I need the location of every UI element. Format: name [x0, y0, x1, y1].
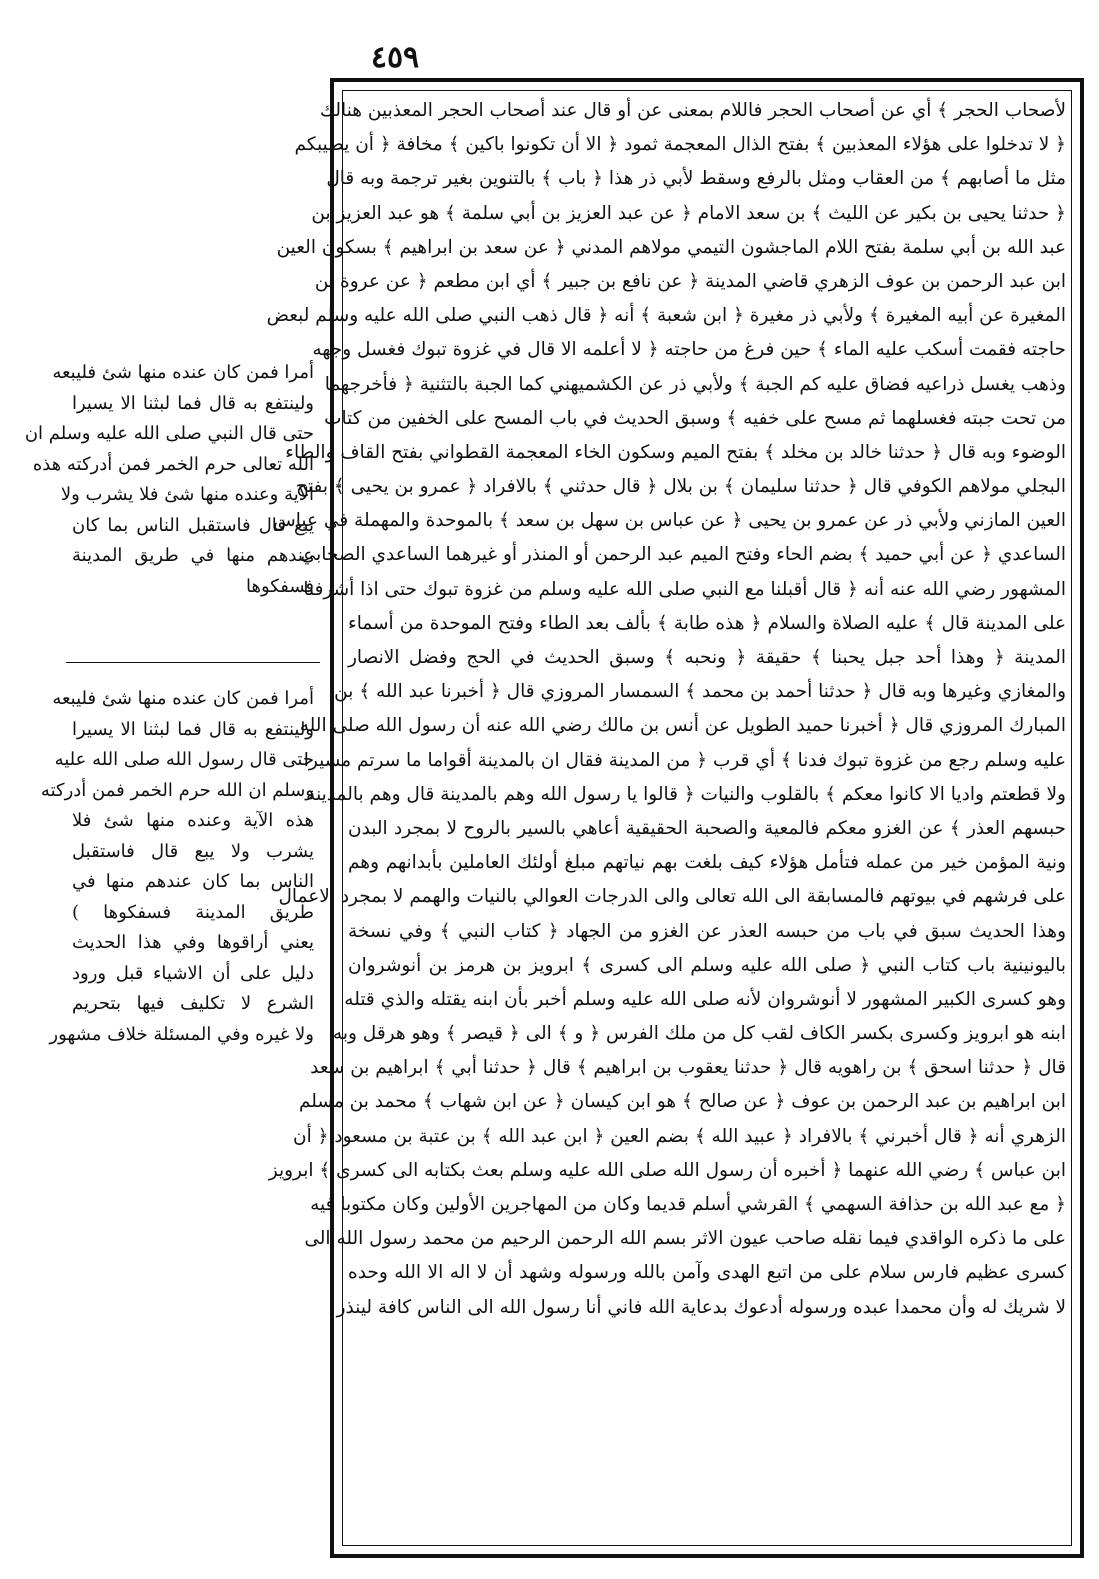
text-line: على ما ذكره الواقدي فيما نقله صاحب عيون الاثر بسم الله الرحمن الرحيم من محمد رسول الله الى — [304, 1228, 1066, 1250]
text-line: ابن ابراهيم بن عبد الرحمن بن عوف ﴿ عن صالح ﴾ هو ابن كيسان ﴿ عن ابن شهاب ﴾ محمد بن مسلم — [298, 1091, 1066, 1113]
text-line: حبسهم العذر ﴾ عن الغزو معكم فالمعية والصحبة الحقيقية أعاهي بالسير بالروح لا بمجرد البدن — [348, 817, 1066, 839]
text-line: ولا قطعتم واديا الا كانوا معكم ﴾ بالقلوب والنيات ﴿ قالوا يا رسول الله وهم بالمدينة قال وهم بالمدينة — [306, 783, 1066, 805]
margin-note-line: ولا غيره وفي المسئلة خلاف مشهور — [49, 1023, 314, 1045]
margin-note-line: أمرا فمن كان عنده منها شئ فليبعه — [52, 362, 314, 383]
text-line: ابن عباس ﴾ رضي الله عنهما ﴿ أخبره أن رسول الله صلى الله عليه وسلم بعث بكتابه الى كسرى ﴾ ابرويز — [268, 1159, 1066, 1181]
text-line: لأصحاب الحجر ﴾ أي عن أصحاب الحجر فاللام بمعنى عن أو قال عند أصحاب الحجر المعذبين هنالك — [319, 100, 1066, 121]
margin-note-line: حتى قال رسول الله صلى الله عليه — [54, 749, 314, 770]
text-line: المغيرة عن أبيه المغيرة ﴾ ولأبي ذر مغيرة ﴿ ابن شعبة ﴾ أنه ﴿ قال ذهب النبي صلى الله عليه وسلم لبعض — [266, 305, 1066, 327]
text-line: وذهب يغسل ذراعيه فضاق عليه كم الجبة ﴾ ولأبي ذر عن الكشميهني كما الجبة بالتثنية ﴿ فأخرجهما — [324, 373, 1066, 395]
text-line: ونية المؤمن خير من عمله فتأمل هؤلاء كيف بلغت بهم نياتهم مبلغ أولئك العاملين بأبدانهم وهم — [348, 852, 1066, 874]
margin-note-line: يعني أراقوها وفي هذا الحديث — [72, 932, 314, 953]
text-line: الوضوء وبه قال ﴿ حدثنا خالد بن مخلد ﴾ بفتح الميم وسكون الخاء المعجمة القطواني بفتح القاف والطاء — [285, 441, 1066, 463]
text-line: الزهري أنه ﴿ قال أخبرني ﴾ بالافراد ﴿ عبيد الله ﴾ بضم العين ﴿ ابن عبد الله ﴾ بن عتبة بن مسعود ﴿ أن — [293, 1125, 1066, 1147]
page-number: ٤٥٩ — [370, 40, 420, 75]
text-line: ﴿ حدثنا يحيى بن بكير عن الليث ﴾ بن سعد الامام ﴿ عن عبد العزيز بن أبي سلمة ﴾ هو عبد العزيز بن — [311, 202, 1066, 224]
margin-note-line: ولينتفع به قال فما لبثنا الا يسيرا — [72, 718, 314, 740]
margin-note-line: أمرا فمن كان عنده منها شئ فليبعه — [52, 688, 314, 709]
margin-note-upper — [24, 358, 314, 602]
text-line: عليه وسلم رجع من غزوة تبوك فدنا ﴾ أي قرب ﴿ من المدينة فقال ان بالمدينة أقواما ما سرتم مسيرا — [303, 749, 1066, 771]
margin-note-line: يبع قال فاستقبل الناس بما كان — [72, 514, 314, 536]
margin-note-line: دليل على أن الاشياء قبل ورود — [72, 962, 314, 984]
text-line: لا شريك له وأن محمدا عبده ورسوله أدعوك بدعاية الله فاني أنا رسول الله الى الناس كافة لينذر — [336, 1296, 1066, 1318]
text-line: مثل ما أصابهم ﴾ من العقاب ومثل بالرفع وسقط لأبي ذر هذا ﴿ باب ﴾ بالتنوين بغير ترجمة وبه قال — [326, 168, 1066, 190]
margin-note-line: الناس بما كان عندهم منها في — [72, 871, 314, 892]
margin-note-line: الشرع لا تكليف فيها بتحريم — [72, 993, 314, 1014]
margin-note-line: فسفكوها — [246, 575, 314, 597]
text-line: من تحت جبته فغسلهما ثم مسح على خفيه ﴾ وسبق الحديث في باب المسح على الخفين من كتاب — [324, 407, 1066, 429]
text-line: على المدينة قال ﴾ عليه الصلاة والسلام ﴿ هذه طابة ﴾ بألف بعد الطاء وفتح الموحدة من أسماء — [348, 612, 1066, 634]
text-line: الساعدي ﴿ عن أبي حميد ﴾ بضم الحاء وفتح الميم عبد الرحمن أو المنذر أو غيرهما الساعدي الصحابي — [300, 544, 1066, 566]
text-line: البجلي مولاهم الكوفي قال ﴿ حدثنا سليمان ﴾ بن بلال ﴿ قال حدثني ﴾ بالافراد ﴿ عمرو بن يحيى ﴾ بفتح — [295, 476, 1066, 498]
text-line: المدينة ﴿ وهذا أحد جبل يحبنا ﴾ حقيقة ﴿ ونحبه ﴾ وسبق الحديث في الحج وفضل الانصار — [348, 647, 1066, 668]
text-line: ابن عبد الرحمن بن عوف الزهري قاضي المدينة ﴿ عن نافع بن جبير ﴾ أي ابن مطعم ﴿ عن عروة بن — [314, 270, 1066, 292]
text-line: وهذا الحديث سبق في باب من حبسه العذر عن الغزو من الجهاد ﴿ كتاب النبي ﴾ وفي نسخة — [348, 920, 1066, 942]
margin-note-line: طريق المدينة فسفكوها ) — [72, 901, 314, 923]
margin-note-lower — [40, 684, 314, 1050]
text-line: ﴿ لا تدخلوا على هؤلاء المعذبين ﴾ بفتح الذال المعجمة ثمود ﴿ الا أن تكونوا باكين ﴾ مخافة ﴿ أن يصيبكم — [294, 134, 1066, 156]
text-line: وهو كسرى الكبير المشهور لا أنوشروان لأنه صلى الله عليه وسلم أخبر بأن ابنه يقتله والذي قتله — [344, 988, 1066, 1010]
text-line: المشهور رضي الله عنه أنه ﴿ قال أقبلنا مع النبي صلى الله عليه وسلم من غزوة تبوك حتى اذا أشرفنا — [303, 578, 1066, 600]
text-line: باليونينية باب كتاب النبي ﴿ صلى الله عليه وسلم الى كسرى ﴾ ابرويز بن هرمز بن أنوشروان — [348, 954, 1066, 976]
text-line: ﴿ مع عبد الله بن حذافة السهمي ﴾ القرشي أسلم قديما وكان من المهاجرين الأولين وكان مكتوبا فيه — [310, 1194, 1066, 1215]
text-line: العين المازني ولأبي ذر عن عمرو بن يحيى ﴿ عن عباس بن سهل بن سعد ﴾ بالموحدة والمهملة في عباس — [273, 510, 1066, 532]
text-line: ابنه هو ابرويز وكسرى بكسر الكاف لقب كل من ملك الفرس ﴿ و ﴾ الى ﴿ قيصر ﴾ وهو هرقل وبه — [332, 1023, 1066, 1045]
margin-note-line: الله تعالى حرم الخمر فمن أدركته هذه — [32, 453, 314, 475]
text-line: والمغازي وغيرها وبه قال ﴿ حدثنا أحمد بن محمد ﴾ السمسار المروزي قال ﴿ أخبرنا عبد الله ﴾ بن — [334, 681, 1066, 703]
text-line: قال ﴿ حدثنا اسحق ﴾ بن راهويه قال ﴿ حدثنا يعقوب بن ابراهيم ﴾ قال ﴿ حدثنا أبي ﴾ ابراهيم بن سعد — [310, 1057, 1066, 1079]
margin-note-line: يشرب ولا يبع قال فاستقبل — [72, 840, 314, 862]
text-line: عبد الله بن أبي سلمة بفتح اللام الماجشون التيمي مولاهم المدني ﴿ عن سعد بن ابراهيم ﴾ بسكون العين — [276, 236, 1066, 258]
margin-note-line: وسلم ان الله حرم الخمر فمن أدركته — [40, 779, 314, 801]
margin-note-line: حتى قال النبي صلى الله عليه وسلم ان — [24, 423, 314, 444]
margin-note-line: الآية وعنده منها شئ فلا يشرب ولا — [60, 484, 314, 505]
margin-note-line: عندهم منها في طريق المدينة — [72, 545, 314, 566]
text-line: على فرشهم في بيوتهم فالمسابقة الى الله تعالى والى الدرجات العوالي بالنيات والهمم لا بمجرد الاعمال — [278, 886, 1066, 908]
margin-note-line: ولينتفع به قال فما لبثنا الا يسيرا — [72, 392, 314, 414]
margin-divider — [66, 662, 320, 663]
text-line: حاجته فقمت أسكب عليه الماء ﴾ حين فرغ من حاجته ﴿ لا أعلمه الا قال في غزوة تبوك فغسل وجهه — [312, 339, 1066, 361]
margin-note-line: هذه الآية وعنده منها شئ فلا — [72, 810, 314, 831]
text-line: كسرى عظيم فارس سلام على من اتبع الهدى وآمن بالله ورسوله وشهد أن لا اله الا الله وحده — [348, 1262, 1066, 1284]
text-line: المبارك المروزي قال ﴿ أخبرنا حميد الطويل عن أنس بن مالك رضي الله عنه أن رسول الله صلى الله — [299, 715, 1066, 737]
